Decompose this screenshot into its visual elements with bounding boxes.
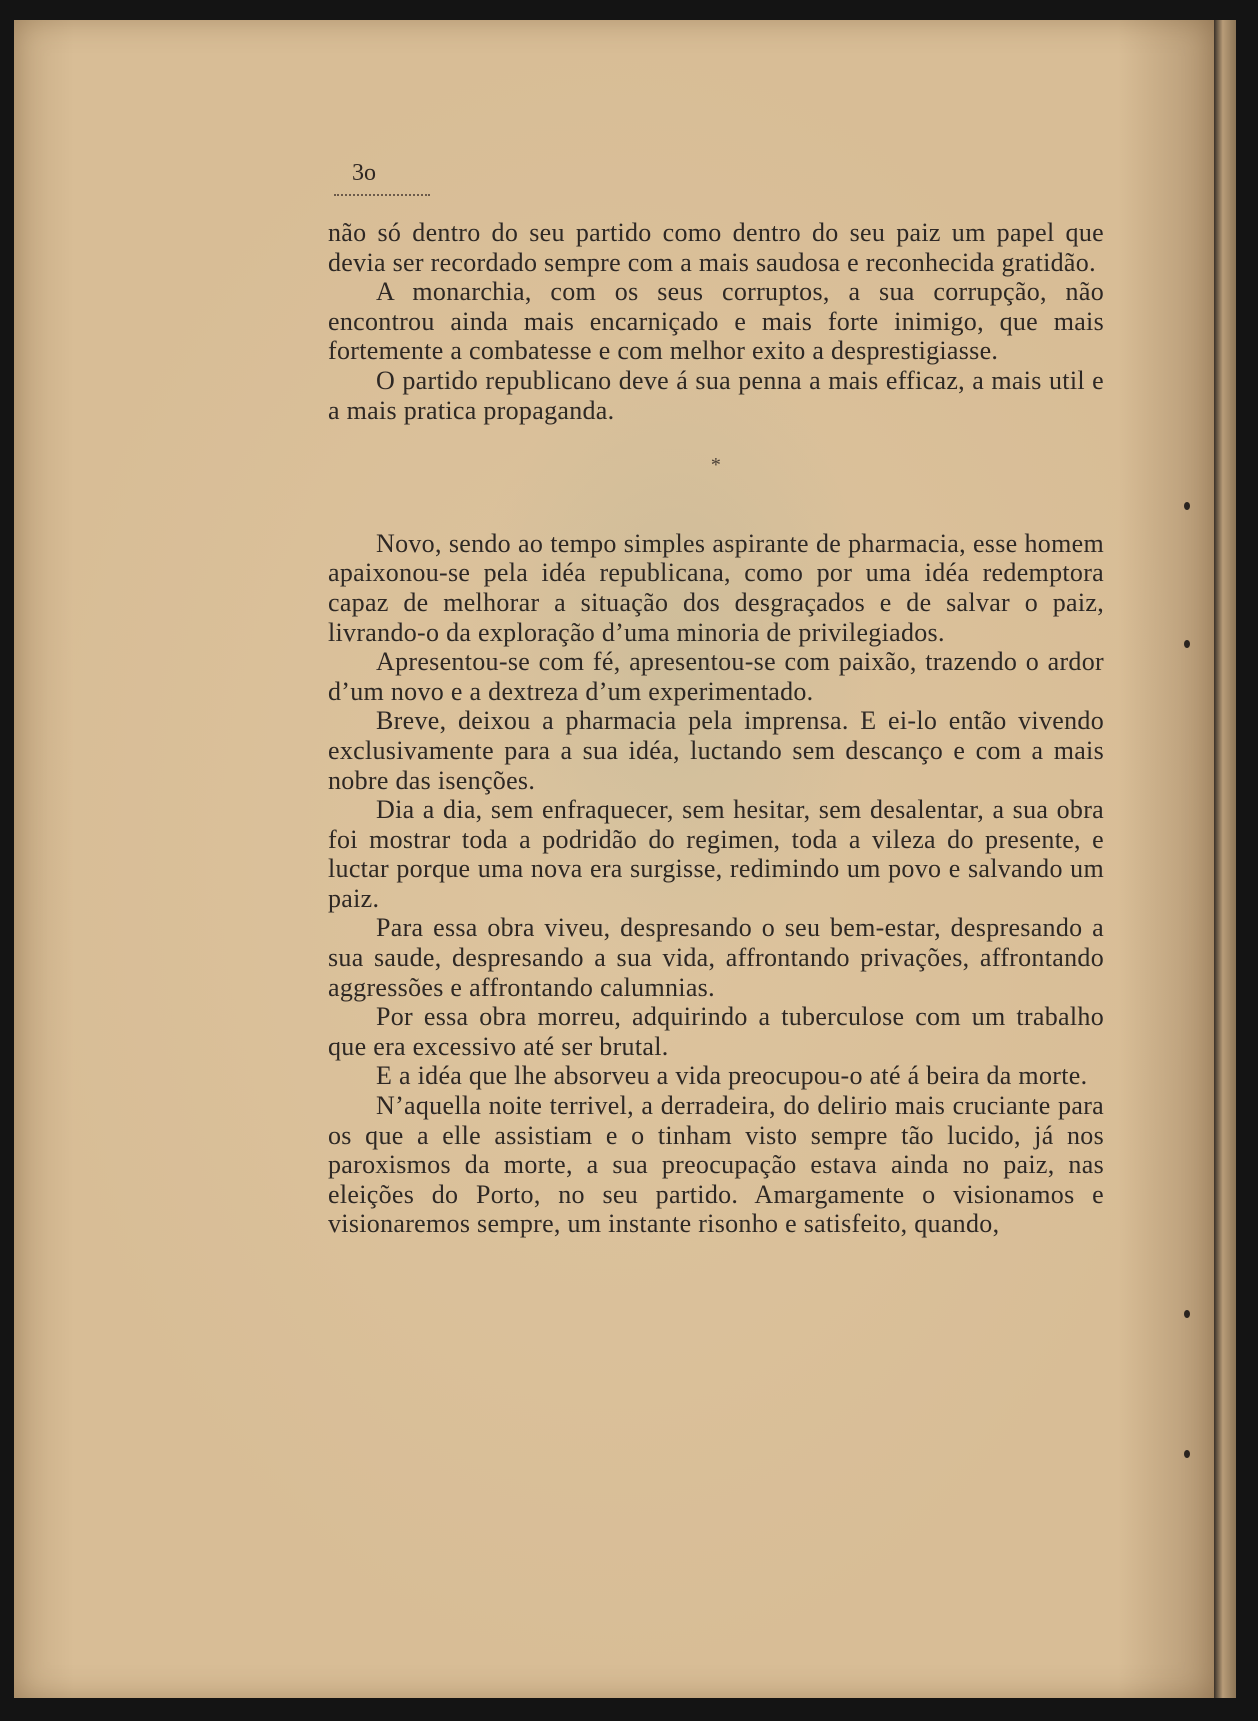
paragraph: E a idéa que lhe absorveu a vida preocupou-o até á beira da morte. bbox=[376, 1061, 1088, 1091]
paragraph: O partido republicano deve á sua penna a mais efficaz, a mais util e a mais pratica propaganda. bbox=[328, 365, 1104, 425]
paragraph: Para essa obra viveu, despresando o seu bem-estar, despresando a sua saude, despresando a sua vida, affrontando privações, affrontando aggressões e affrontando calumnias. bbox=[328, 913, 1104, 1002]
paragraph: A monarchia, com os seus corruptos, a sua corrupção, não encontrou ainda mais encarniçado e mais forte inimigo, que mais fortemente a combatesse e com melhor exito a desprestigiasse. bbox=[328, 277, 1104, 366]
page-number: 3o bbox=[352, 160, 376, 186]
paragraph: Breve, deixou a pharmacia pela imprensa. E ei-lo então vivendo exclusivamente para a sua idéa, luctando sem descanço e com a mais nobre das isenções. bbox=[328, 706, 1104, 795]
binding-marks bbox=[1180, 490, 1200, 1490]
paragraph: Por essa obra morreu, adquirindo a tuberculose com um trabalho que era excessivo até ser brutal. bbox=[328, 1002, 1104, 1061]
paragraph: N’aquella noite terrivel, a derradeira, do delirio mais cruciante para os que a elle assistiam e o tinham visto sempre tão lucido, já nos paroxismos da morte, a sua preocupação estava ainda no paiz, nas eleições do Porto, no seu partido. Amargamente o visionamos e visionaremos sempre, um instante risonho e satisfeito, quando, bbox=[328, 1091, 1104, 1239]
adjacent-page-edge bbox=[1214, 20, 1236, 1698]
paragraph: não só dentro do seu partido como dentro do seu paiz um papel que devia ser recordado sempre com a mais saudosa e reconhecida gratidão. bbox=[328, 218, 1104, 277]
paragraph: Novo, sendo ao tempo simples aspirante de pharmacia, esse homem apaixonou-se pela idéa republicana, como por uma idéa redemptora capaz de melhorar a situação dos desgraçados e de salvar o paiz, livrando-o da exploração d’uma minoria de privilegiados. bbox=[328, 528, 1104, 647]
paragraph: Dia a dia, sem enfraquecer, sem hesitar, sem desalentar, a sua obra foi mostrar toda a podridão do regimen, toda a vileza do presente, e luctar porque uma nova era surgisse, redimindo um povo e salvando um paiz. bbox=[328, 795, 1104, 913]
section-separator-asterisk: * bbox=[710, 454, 722, 477]
header-dotted-rule bbox=[334, 194, 430, 196]
body-text bbox=[328, 218, 1104, 1239]
paragraph: Apresentou-se com fé, apresentou-se com paixão, trazendo o ardor d’um novo e a dextreza d’um experimentado. bbox=[328, 647, 1104, 706]
